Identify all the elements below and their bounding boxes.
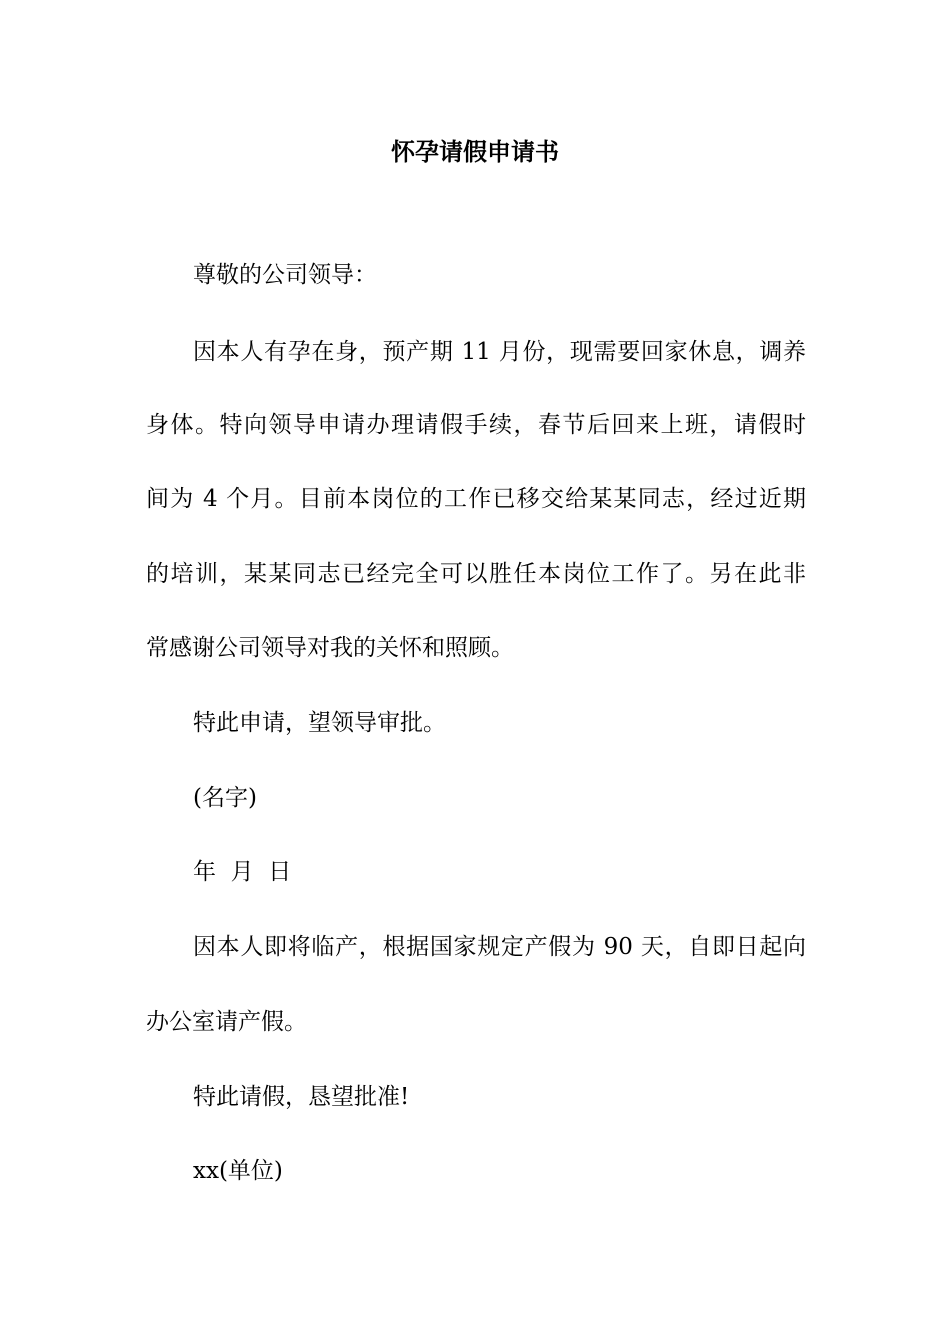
signature-name: (名字): [193, 785, 257, 811]
paragraph1-line4: 的培训，某某同志已经完全可以胜任本岗位工作了。另在此非: [146, 561, 806, 587]
paragraph1-line2: 身体。特向领导申请办理请假手续，春节后回来上班，请假时: [146, 412, 806, 438]
date-line: 年 月 日: [193, 859, 292, 885]
paragraph1-line1: 因本人有孕在身，预产期 11 月份，现需要回家休息，调养: [193, 339, 806, 365]
signature-unit: xx(单位): [193, 1158, 283, 1184]
paragraph2-line2: 办公室请产假。: [146, 1009, 307, 1035]
salutation: 尊敬的公司领导：: [193, 262, 377, 288]
closing-leave-request: 特此请假，恳望批准!: [193, 1084, 410, 1110]
paragraph1-line3: 间为 4 个月。目前本岗位的工作已移交给某某同志，经过近期: [146, 486, 806, 512]
paragraph2-line1: 因本人即将临产，根据国家规定产假为 90 天，自即日起向: [193, 934, 806, 960]
document-title: 怀孕请假申请书: [391, 137, 559, 166]
paragraph1-line5: 常感谢公司领导对我的关怀和照顾。: [146, 635, 514, 661]
closing-request: 特此申请，望领导审批。: [193, 710, 446, 736]
